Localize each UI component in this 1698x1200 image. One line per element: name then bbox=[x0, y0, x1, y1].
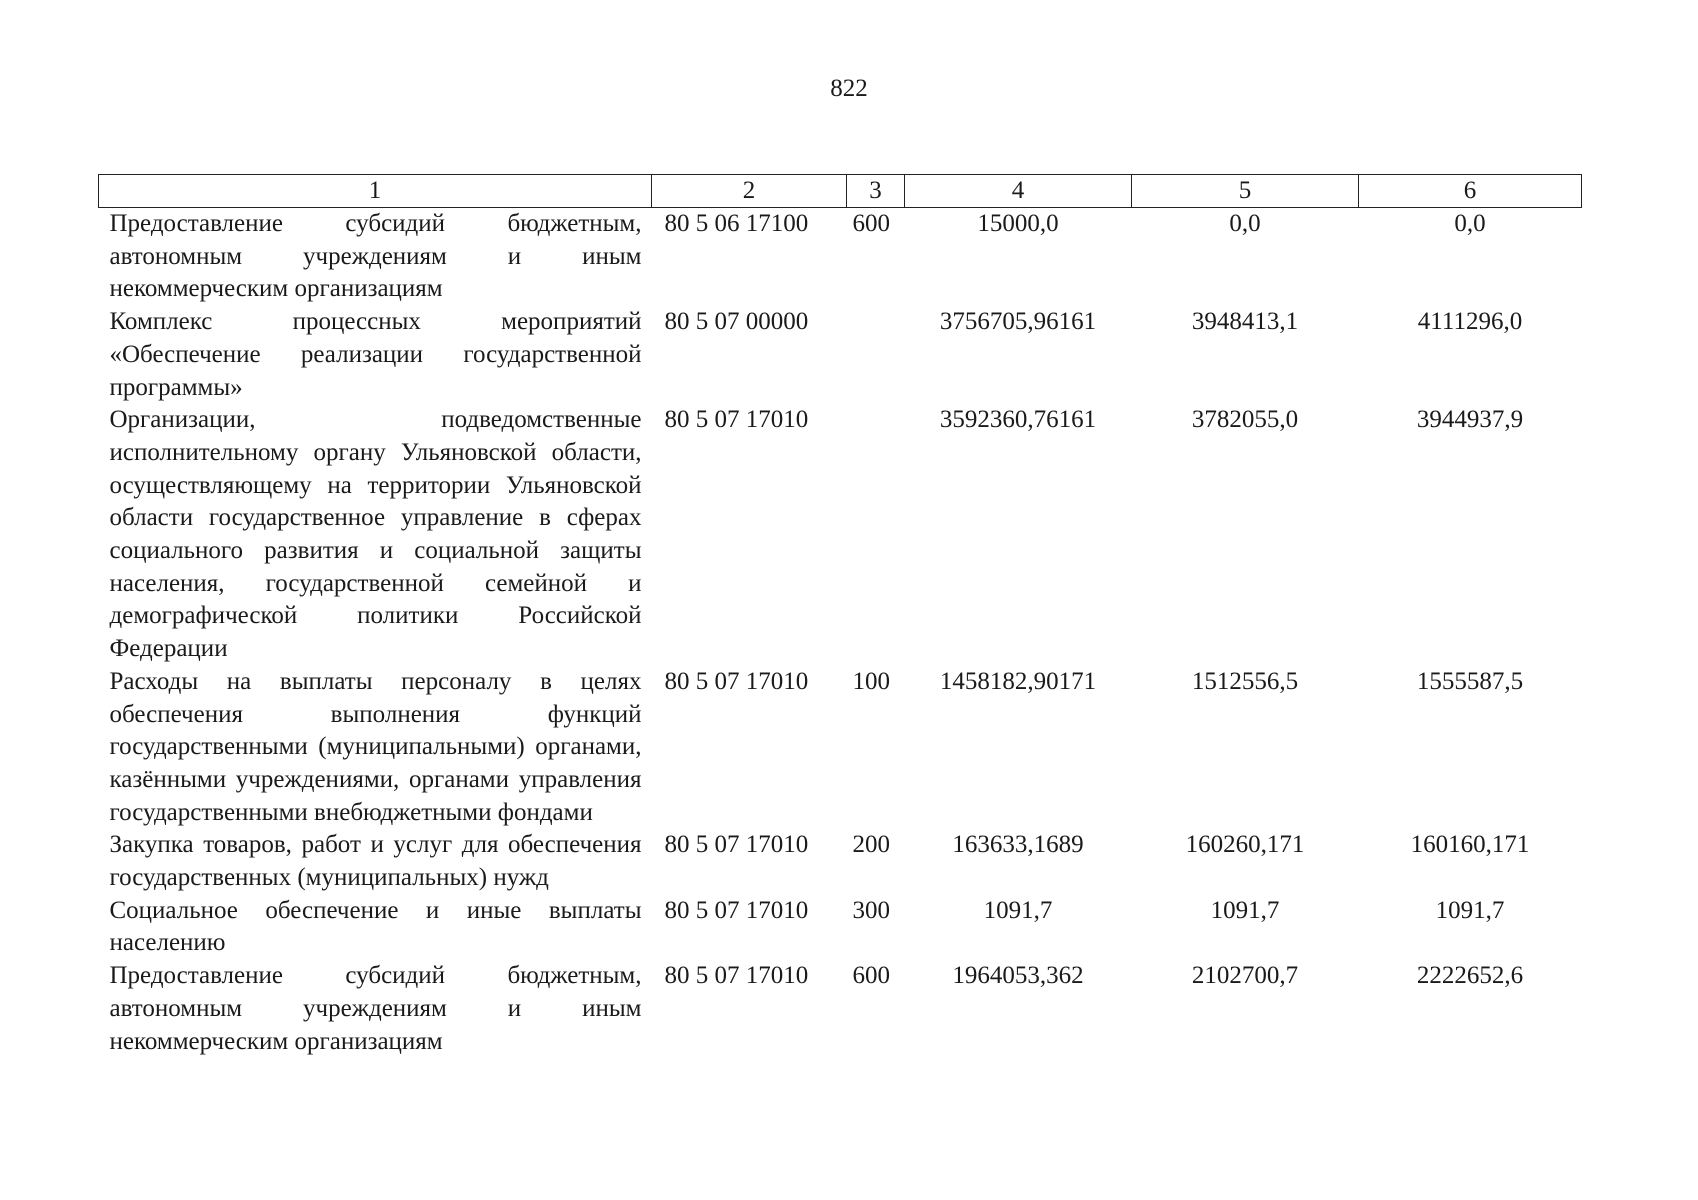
row-code: 80 5 07 17010 bbox=[664, 667, 809, 695]
row-name: Расходы на выплаты персоналу в целях обеспечения выполнения функций государственными (муниципальными) органами, казёнными учреждениями, органами управления государственными внебюджетными фондами bbox=[109, 667, 642, 826]
row-name: Предоставление субсидий бюджетным, автономным учреждениям и иным некоммерческим организациям bbox=[109, 210, 642, 303]
row-value-5: 1512556,5 bbox=[1191, 667, 1299, 695]
row-value-6: 160160,171 bbox=[1410, 831, 1530, 859]
row-name: Организации, подведомственные исполнительному органу Ульяновской области, осуществляющему на территории Ульяновской области государственное управление в сферах социального развития и социальной защиты населения, государственной семейной и демографической политики Российской Федерации bbox=[109, 406, 642, 663]
column-header-2: 2 bbox=[652, 175, 847, 208]
table-row bbox=[99, 666, 1582, 830]
row-name: Комплекс процессных мероприятий «Обеспечение реализации государственной программы» bbox=[109, 308, 642, 401]
row-value-4: 3592360,76161 bbox=[939, 406, 1097, 434]
row-value-6: 1091,7 bbox=[1435, 896, 1505, 924]
row-expense-type: 600 bbox=[852, 210, 890, 237]
row-code: 80 5 07 17010 bbox=[664, 831, 809, 859]
row-code: 80 5 07 17010 bbox=[664, 896, 809, 924]
table-row bbox=[99, 404, 1582, 666]
row-expense-type: 600 bbox=[852, 962, 890, 990]
row-value-5: 0,0 bbox=[1229, 210, 1261, 237]
column-header-3: 3 bbox=[847, 175, 905, 208]
row-value-5: 2102700,7 bbox=[1191, 962, 1299, 990]
row-code: 80 5 07 17010 bbox=[664, 406, 809, 434]
row-expense-type: 100 bbox=[852, 667, 890, 695]
row-value-5: 3948413,1 bbox=[1191, 308, 1299, 336]
row-value-6: 2222652,6 bbox=[1416, 962, 1524, 990]
row-name: Предоставление субсидий бюджетным, автономным учреждениям и иным некоммерческим организациям bbox=[109, 962, 642, 1055]
row-value-6: 3944937,9 bbox=[1416, 406, 1524, 434]
row-code: 80 5 07 17010 bbox=[664, 962, 809, 990]
row-value-4: 1964053,362 bbox=[952, 962, 1084, 990]
row-value-4: 3756705,96161 bbox=[939, 308, 1097, 336]
table-row bbox=[99, 829, 1582, 894]
row-value-6: 1555587,5 bbox=[1416, 667, 1524, 695]
row-value-5: 1091,7 bbox=[1210, 896, 1280, 924]
row-value-4: 1091,7 bbox=[983, 896, 1053, 924]
row-code: 80 5 06 17100 bbox=[664, 210, 809, 237]
row-name: Закупка товаров, работ и услуг для обеспечения государственных (муниципальных) нужд bbox=[109, 831, 642, 892]
row-value-6: 0,0 bbox=[1454, 210, 1486, 237]
row-code: 80 5 07 00000 bbox=[664, 308, 809, 336]
row-value-5: 3782055,0 bbox=[1191, 406, 1299, 434]
column-header-4: 4 bbox=[905, 175, 1132, 208]
table-header-row bbox=[99, 175, 1582, 208]
page-number: 822 bbox=[830, 75, 868, 102]
row-expense-type bbox=[847, 404, 905, 666]
table-row bbox=[99, 895, 1582, 960]
column-header-6: 6 bbox=[1359, 175, 1582, 208]
table-row bbox=[99, 208, 1582, 307]
row-value-4: 15000,0 bbox=[977, 210, 1059, 237]
budget-table bbox=[98, 174, 1582, 1058]
row-value-4: 163633,1689 bbox=[952, 831, 1084, 859]
row-value-4: 1458182,90171 bbox=[939, 667, 1097, 695]
row-expense-type: 300 bbox=[852, 896, 890, 924]
table-row bbox=[99, 960, 1582, 1058]
row-expense-type: 200 bbox=[852, 831, 890, 859]
row-expense-type bbox=[847, 306, 905, 404]
row-name: Социальное обеспечение и иные выплаты населению bbox=[109, 896, 642, 957]
table-row bbox=[99, 306, 1582, 404]
row-value-6: 4111296,0 bbox=[1417, 308, 1523, 336]
row-value-5: 160260,171 bbox=[1185, 831, 1305, 859]
column-header-1: 1 bbox=[99, 175, 652, 208]
column-header-5: 5 bbox=[1132, 175, 1359, 208]
